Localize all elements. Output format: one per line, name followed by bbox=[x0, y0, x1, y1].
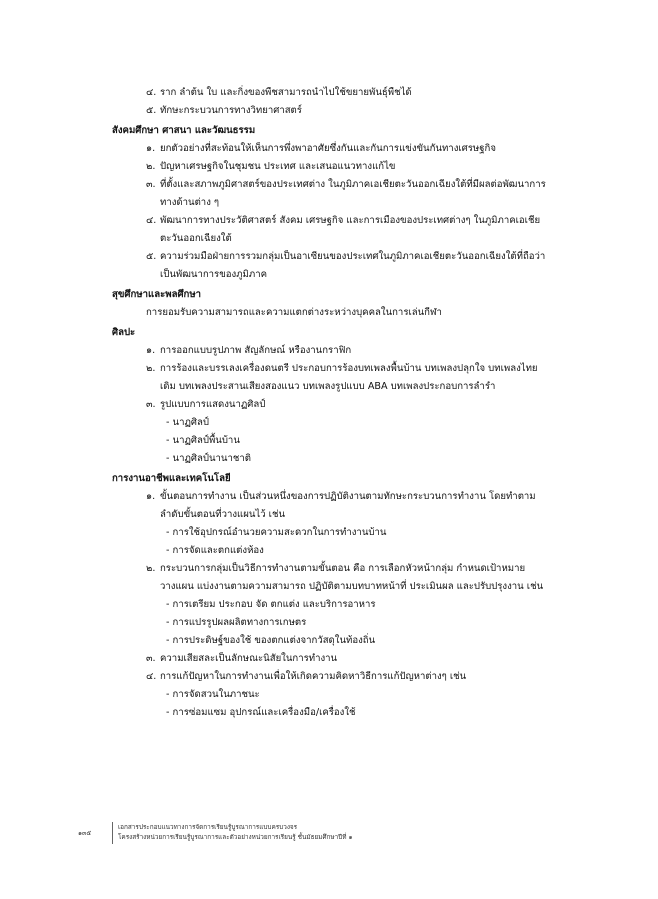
page-number: ๑๓๕ bbox=[78, 829, 92, 837]
list-item bbox=[112, 668, 552, 686]
item-text: การออกแบบรูปภาพ สัญลักษณ์ หรืองานกราฟิก bbox=[160, 345, 352, 356]
item-number: ๑. bbox=[146, 491, 156, 502]
footer-divider bbox=[112, 822, 113, 844]
list-item bbox=[112, 560, 552, 596]
list-item bbox=[112, 176, 552, 212]
item-text: ปัญหาเศรษฐกิจในชุมชน ประเทศ และเสนอแนวทางแก้ไข bbox=[160, 161, 396, 172]
item-text: ขั้นตอนการทำงาน เป็นส่วนหนึ่งของการปฏิบัติงานตามทักษะกระบวนการทำงาน โดยทำตามลำดับขั้นตอนที่วางแผนไว้ เช่น bbox=[160, 491, 536, 520]
item-number: ๕. bbox=[146, 251, 157, 262]
footer-line-2: โครงสร้างหน่วยการเรียนรู้บูรณาการและตัวอย่างหน่วยการเรียนรู้ ชั้นมัธยมศึกษาปีที่ ๑ bbox=[118, 833, 353, 841]
item-number: ๓. bbox=[146, 179, 156, 190]
section bbox=[112, 324, 552, 468]
item-number: ๑. bbox=[146, 143, 156, 154]
sub-item: - การจัดและตกแต่งห้อง bbox=[112, 542, 552, 560]
item-number: ๔. bbox=[146, 87, 157, 98]
sub-item: - นาฏศิลป์ bbox=[112, 414, 552, 432]
list-item bbox=[112, 84, 552, 102]
list-item bbox=[112, 396, 552, 414]
item-number: ๓. bbox=[146, 653, 156, 664]
sub-item: - การแปรรูปผลผลิตทางการเกษตร bbox=[112, 614, 552, 632]
list-item bbox=[112, 140, 552, 158]
item-number: ๔. bbox=[146, 671, 157, 682]
sub-item: - การประดิษฐ์ของใช้ ของตกแต่งจากวัสดุในท้องถิ่น bbox=[112, 632, 552, 650]
list-item bbox=[112, 488, 552, 524]
sub-item: - การเตรียม ประกอบ จัด ตกแต่ง และบริการอาหาร bbox=[112, 596, 552, 614]
section-heading: สังคมศึกษา ศาสนา และวัฒนธรรม bbox=[112, 125, 256, 136]
sub-item: - การซ่อมแซม อุปกรณ์และเครื่องมือ/เครื่องใช้ bbox=[112, 704, 552, 722]
list-item bbox=[112, 248, 552, 284]
main-content bbox=[112, 84, 552, 722]
item-number: ๕. bbox=[146, 105, 157, 116]
item-text: การแก้ปัญหาในการทำงานเพื่อให้เกิดความคิดหาวิธีการแก้ปัญหาต่างๆ เช่น bbox=[160, 671, 467, 682]
item-text: กระบวนการกลุ่มเป็นวิธีการทำงานตามขั้นตอน คือ การเลือกหัวหน้ากลุ่ม กำหนดเป้าหมาย วางแผน แบ่งงานตามความสามารถ ปฏิบัติตามบทบาทหน้าที่ ประเมินผล และปรับปรุงงาน เช่น bbox=[160, 563, 544, 592]
list-item bbox=[112, 212, 552, 248]
item-number: ๒. bbox=[146, 161, 156, 172]
section bbox=[112, 286, 552, 322]
list-item bbox=[112, 360, 552, 396]
section-heading: สุขศึกษาและพลศึกษา bbox=[112, 289, 202, 300]
section bbox=[112, 84, 552, 120]
section-heading: การงานอาชีพและเทคโนโลยี bbox=[112, 473, 231, 484]
item-number: ๔. bbox=[146, 215, 157, 226]
item-number: ๒. bbox=[146, 563, 156, 574]
item-number: ๑. bbox=[146, 345, 156, 356]
item-text: ราก ลำต้น ใบ และกิ่งของพืชสามารถนำไปใช้ขยายพันธุ์พืชได้ bbox=[160, 87, 412, 98]
item-text: ทักษะกระบวนการทางวิทยาศาสตร์ bbox=[160, 105, 302, 116]
sub-item: - การใช้อุปกรณ์อำนวยความสะดวกในการทำงานบ้าน bbox=[112, 524, 552, 542]
list-item bbox=[112, 102, 552, 120]
item-text: ความร่วมมือฝ่ายการรวมกลุ่มเป็นอาเซียนของประเทศในภูมิภาคเอเชียตะวันออกเฉียงใต้ที่ถือว่าเป็นพัฒนาการของภูมิภาค bbox=[160, 251, 546, 280]
section bbox=[112, 122, 552, 284]
list-item bbox=[112, 650, 552, 668]
item-number: ๓. bbox=[146, 399, 156, 410]
section-paragraph: การยอมรับความสามารถและความแตกต่างระหว่างบุคคลในการเล่นกีฬา bbox=[146, 307, 442, 318]
list-item bbox=[112, 342, 552, 360]
section bbox=[112, 470, 552, 722]
list-item bbox=[112, 158, 552, 176]
item-text: ที่ตั้งและสภาพภูมิศาสตร์ของประเทศต่าง ในภูมิภาคเอเชียตะวันออกเฉียงใต้ที่มีผลต่อพัฒนาการทางด้านต่าง ๆ bbox=[160, 179, 546, 208]
item-text: การร้องและบรรเลงเครื่องดนตรี ประกอบการร้องบทเพลงพื้นบ้าน บทเพลงปลุกใจ บทเพลงไทยเดิม บทเพลงประสานเสียงสองแนว บทเพลงรูปแบบ ABA บทเพลงประกอบการลำรำ bbox=[160, 363, 538, 392]
sub-item: - นาฏศิลป์นานาชาติ bbox=[112, 450, 552, 468]
footer-line-1: เอกสารประกอบแนวทางการจัดการเรียนรู้บูรณาการแบบครบวงจร bbox=[118, 823, 298, 831]
item-text: พัฒนาการทางประวัติศาสตร์ สังคม เศรษฐกิจ และการเมืองของประเทศต่างๆ ในภูมิภาคเอเชียตะวันออกเฉียงใต้ bbox=[160, 215, 541, 244]
item-text: รูปแบบการแสดงนาฏศิลป์ bbox=[160, 399, 266, 410]
item-number: ๒. bbox=[146, 363, 156, 374]
item-text: ความเสียสละเป็นลักษณะนิสัยในการทำงาน bbox=[160, 653, 338, 664]
sub-item: - นาฏศิลป์พื้นบ้าน bbox=[112, 432, 552, 450]
section-heading: ศิลปะ bbox=[112, 327, 136, 338]
item-text: ยกตัวอย่างที่สะท้อนให้เห็นการพึ่งพาอาศัยซึ่งกันและกันการแข่งขันกันทางเศรษฐกิจ bbox=[160, 143, 496, 154]
sub-item: - การจัดสวนในภาชนะ bbox=[112, 686, 552, 704]
